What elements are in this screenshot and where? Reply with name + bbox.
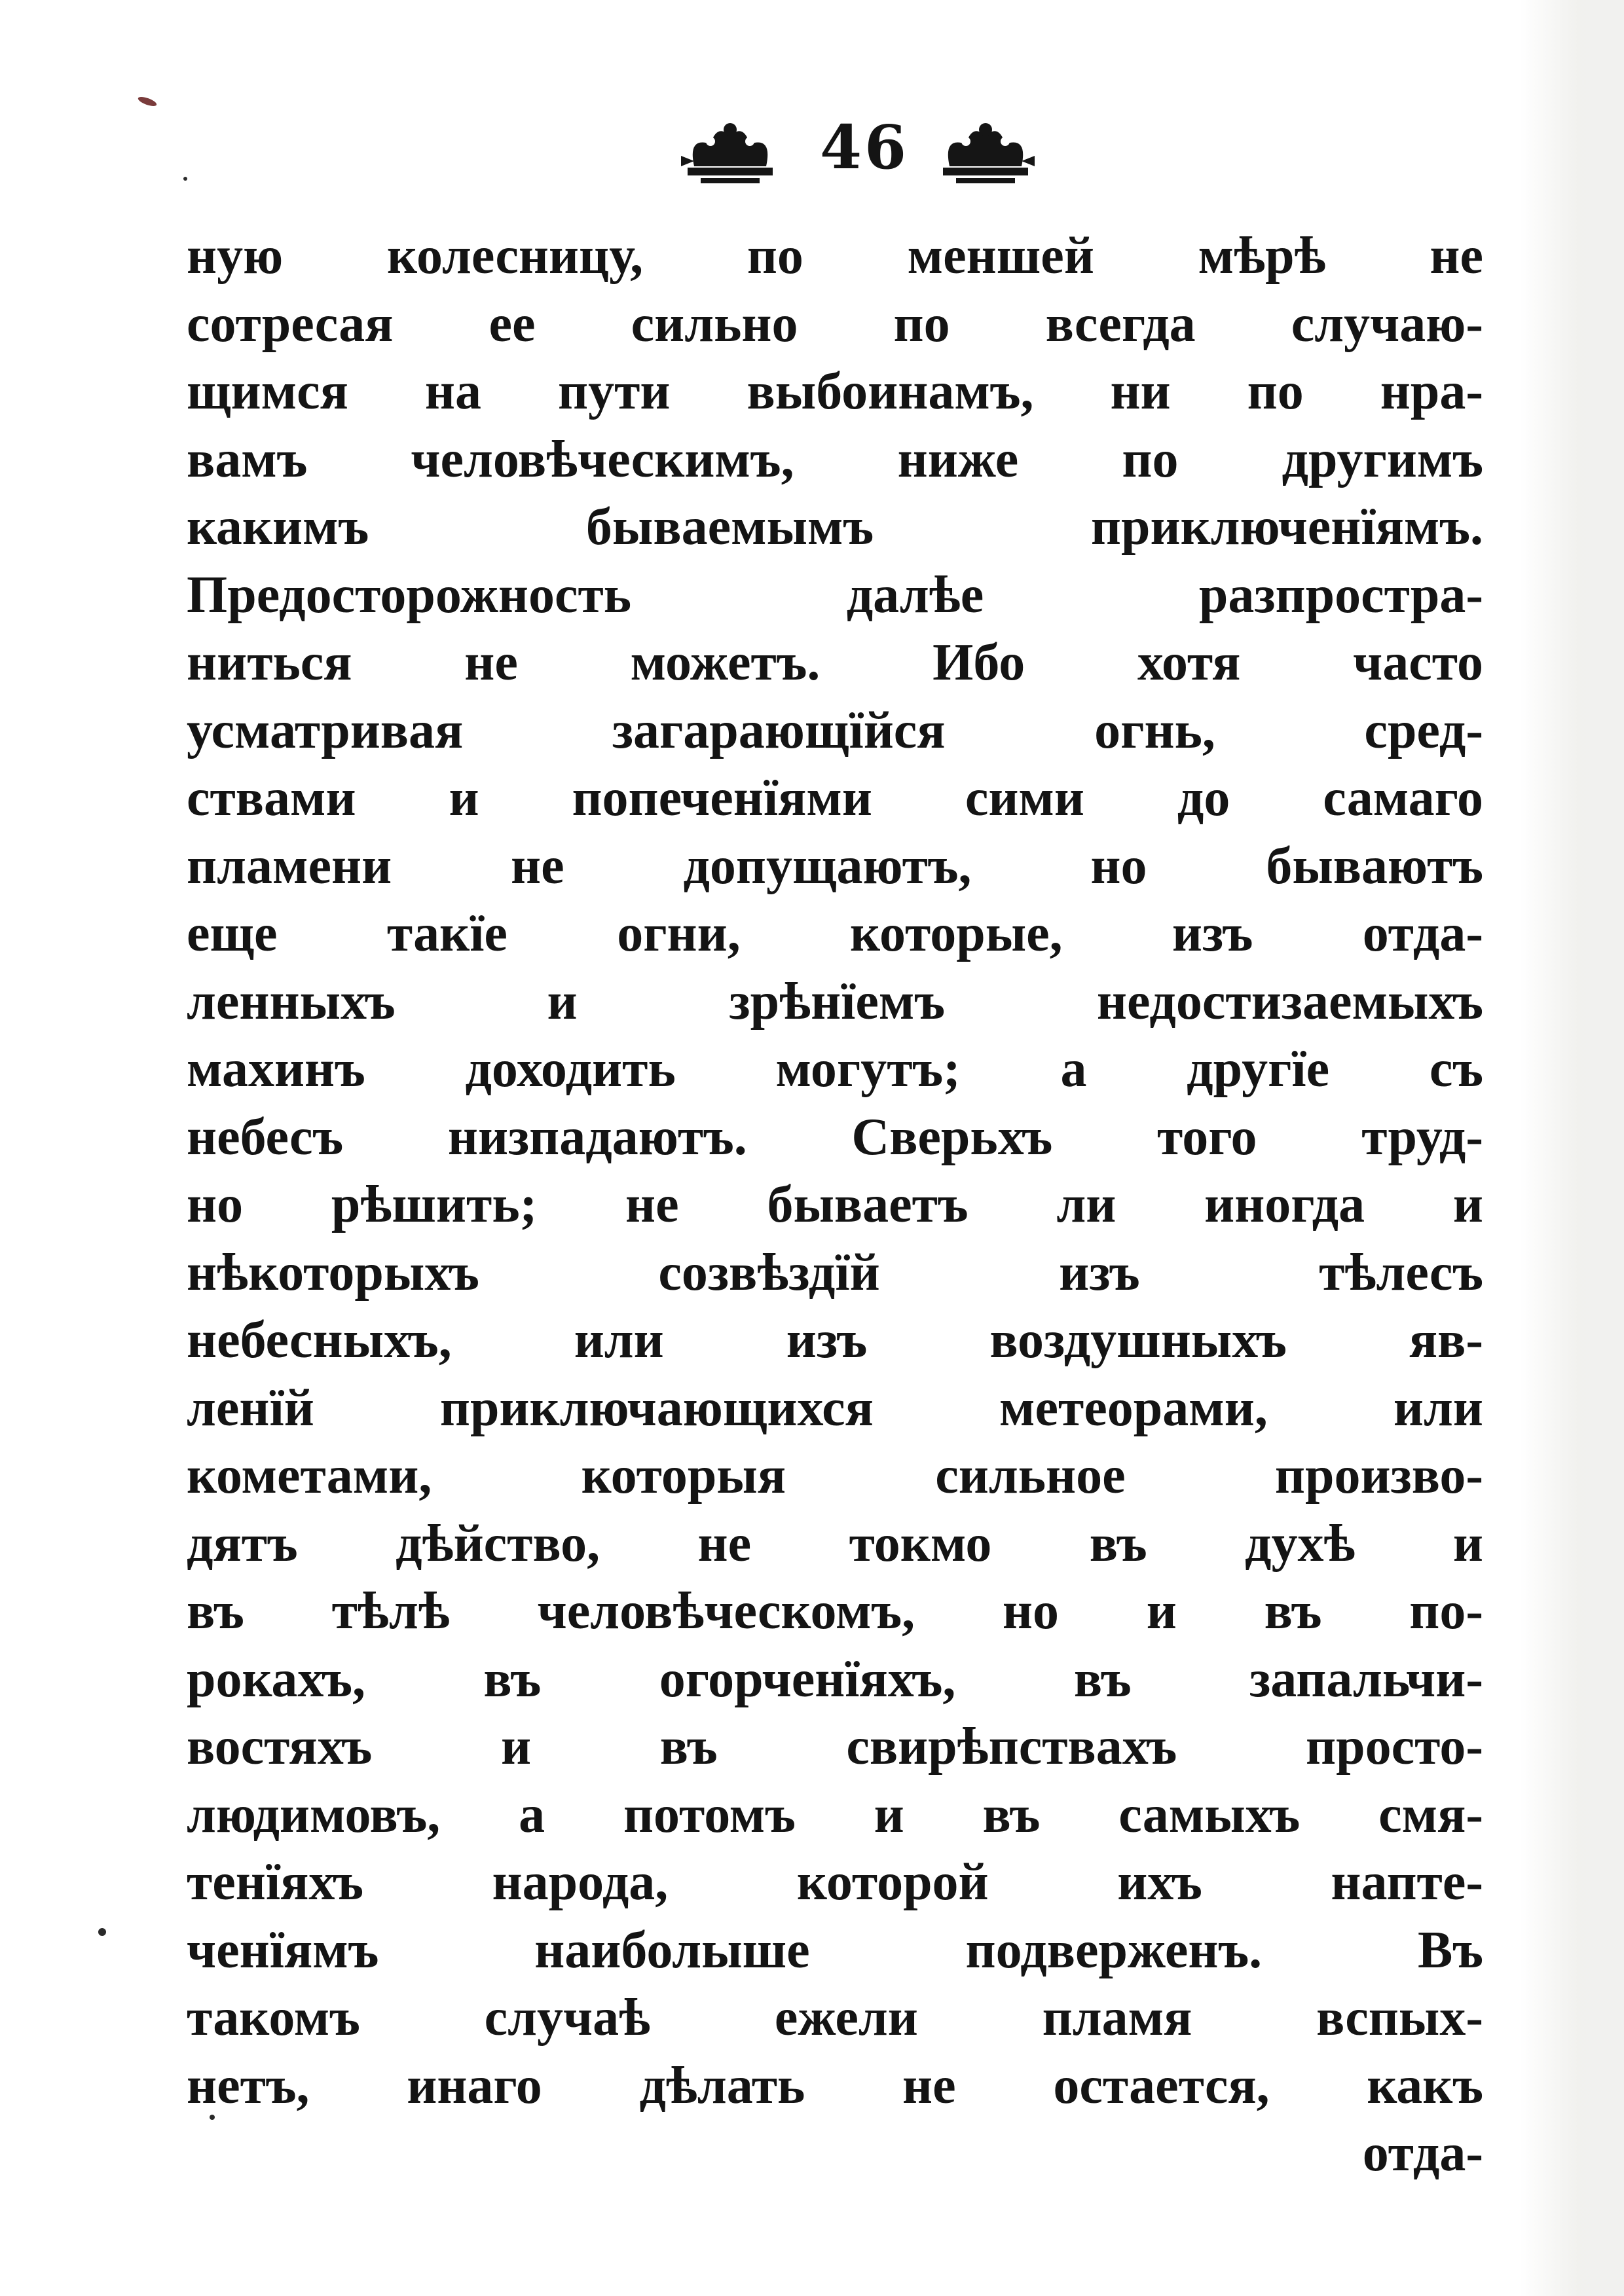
text-line: дятъ дѣйство, не токмо въ духѣ и bbox=[187, 1514, 1483, 1573]
text-line: людимовъ, а потомъ и въ самыхъ смя- bbox=[187, 1785, 1483, 1844]
text-line: ленïй приключающихся метеорами, или bbox=[187, 1379, 1483, 1437]
text-line: какимъ бываемымъ приключенïямъ. bbox=[187, 498, 1483, 556]
text-line: ствами и попеченïями сими до самаго bbox=[187, 769, 1483, 827]
catchword: отда- bbox=[1362, 2124, 1483, 2182]
text-line: но рѣшить; не бываетъ ли иногда и bbox=[187, 1176, 1483, 1233]
text-line: усматривая загарающïйся огнь, сред- bbox=[187, 701, 1483, 759]
text-line: такомъ случаѣ ежели пламя вспых- bbox=[187, 1989, 1483, 2047]
page-header bbox=[0, 105, 1624, 203]
text-line: пламени не допущаютъ, но бываютъ bbox=[187, 837, 1483, 895]
text-line: еще такïе огни, которые, изъ отда- bbox=[187, 905, 1483, 962]
text-line: Предосторожность далѣе разпростра- bbox=[187, 566, 1483, 624]
text-line: ную колесницу, по меншей мѣрѣ не bbox=[187, 227, 1483, 285]
text-line: сотресая ее сильно по всегда случаю- bbox=[187, 295, 1483, 353]
text-line: вамъ человѣческимъ, ниже по другимъ bbox=[187, 430, 1483, 488]
text-line: кометами, которыя сильное произво- bbox=[187, 1447, 1483, 1504]
text-line: нѣкоторыхъ созвѣздïй изъ тѣлесъ bbox=[187, 1243, 1483, 1302]
text-line: ленныхъ и зрѣнïемъ недостизаемыхъ bbox=[187, 972, 1483, 1030]
page-edge-shadow bbox=[1519, 0, 1624, 2296]
text-line: нетъ, инаго дѣлать не остается, какъ bbox=[187, 2056, 1483, 2115]
text-line: небесъ низпадаютъ. Сверьхъ того труд- bbox=[187, 1108, 1483, 1166]
text-line: тенïяхъ народа, которой ихъ напте- bbox=[187, 1853, 1483, 1911]
body-text bbox=[187, 223, 1483, 2188]
crown-ornament-icon bbox=[936, 110, 1035, 189]
ink-speck bbox=[98, 1928, 106, 1936]
text-line: ниться не можетъ. Ибо хотя часто bbox=[187, 634, 1483, 691]
text-line: небесныхъ, или изъ воздушныхъ яв- bbox=[187, 1311, 1483, 1369]
text-line: ченïямъ наиболыше подверженъ. Въ bbox=[187, 1921, 1483, 1979]
text-line: махинъ доходить могутъ; а другïе съ bbox=[187, 1040, 1483, 1098]
page-number: 46 bbox=[819, 112, 910, 183]
text-line: въ тѣлѣ человѣческомъ, но и въ по- bbox=[187, 1582, 1483, 1640]
crown-ornament-icon bbox=[681, 110, 779, 189]
text-line: рокахъ, въ огорченïяхъ, въ запальчи- bbox=[187, 1650, 1483, 1708]
text-line: востяхъ и въ свирѣпствахъ просто- bbox=[187, 1718, 1483, 1776]
text-line: щимся на пути выбоинамъ, ни по нра- bbox=[187, 363, 1483, 420]
